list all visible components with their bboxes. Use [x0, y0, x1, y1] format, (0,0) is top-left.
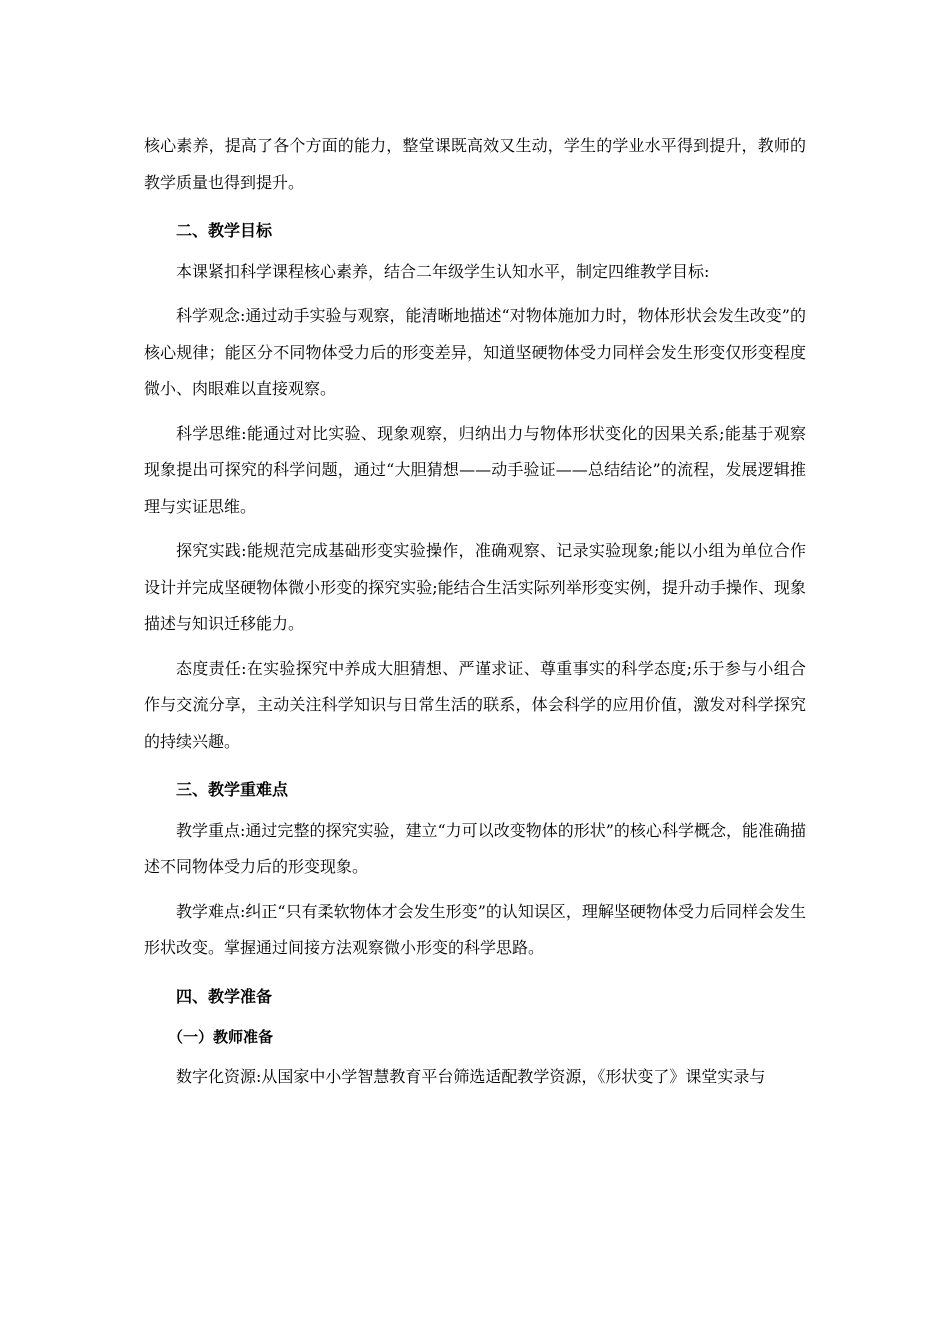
paragraph-science-concept: 科学观念:通过动手实验与观察，能清晰地描述“对物体施加力时，物体形状会发生改变”的核心规律；能区分不同物体受力后的形变差异，知道坚硬物体受力同样会发生形变仅形变程度微小、肉眼难以直接观察。 — [144, 306, 806, 398]
document-page — [144, 128, 806, 1096]
heading-teaching-goals: 二、教学目标 — [176, 221, 273, 240]
paragraph-attitude: 态度责任:在实验探究中养成大胆猜想、严谨求证、尊重事实的科学态度;乐于参与小组合作与交流分享，主动关注科学知识与日常生活的联系，体会科学的应用价值，激发对科学探究的持续兴趣。 — [144, 658, 806, 751]
paragraph-intro: 核心素养，提高了各个方面的能力，整堂课既高效又生动，学生的学业水平得到提升，教师的教学质量也得到提升。 — [144, 136, 806, 192]
heading-key-points: 三、教学重难点 — [176, 780, 289, 799]
paragraph-key-point: 教学重点:通过完整的探究实验，建立“力可以改变物体的形状”的核心科学概念，能准确描述不同物体受力后的形变现象。 — [144, 820, 806, 876]
paragraph-inquiry-practice: 探究实践:能规范完成基础形变实验操作，准确观察、记录实验现象;能以小组为单位合作设计并完成坚硬物体微小形变的探究实验;能结合生活实际列举形变实例，提升动手操作、现象描述与知识迁移能力。 — [144, 541, 806, 633]
subheading-teacher-preparation: （一）教师准备 — [168, 1028, 274, 1046]
heading-preparation: 四、教学准备 — [176, 986, 273, 1006]
paragraph-difficult-point: 教学难点:纠正“只有柔软物体才会发生形变”的认知误区，理解坚硬物体受力后同样会发生形状改变。掌握通过间接方法观察微小形变的科学思路。 — [144, 901, 806, 957]
paragraph-digital-resources: 数字化资源:从国家中小学智慧教育平台筛选适配教学资源，《形状变了》课堂实录与 — [176, 1067, 766, 1086]
paragraph-goals-intro: 本课紧扣科学课程核心素养，结合二年级学生认知水平，制定四维教学目标: — [176, 261, 710, 281]
paragraph-science-thinking: 科学思维:能通过对比实验、现象观察，归纳出力与物体形状变化的因果关系;能基于观察现象提出可探究的科学问题，通过“大胆猜想——动手验证——总结结论”的流程，发展逻辑推理与实证思维。 — [144, 423, 806, 516]
